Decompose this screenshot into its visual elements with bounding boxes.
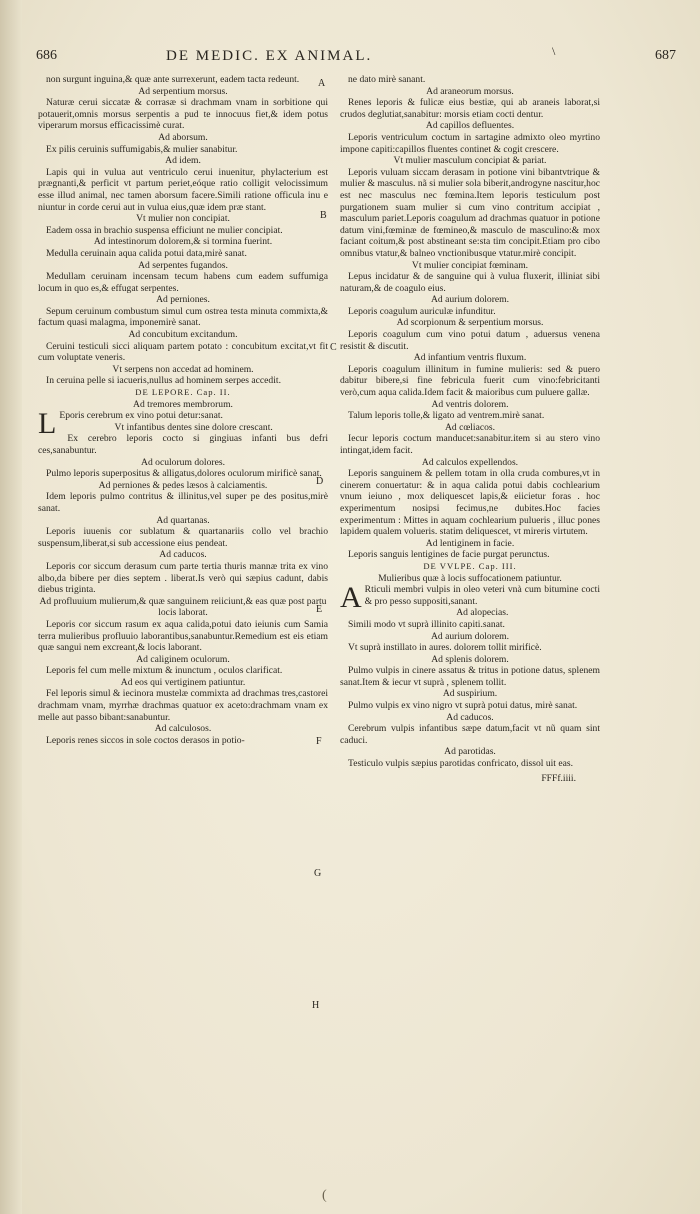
right-text-column	[340, 74, 600, 784]
left-text-column	[38, 74, 328, 746]
section-heading: Ad caducos.	[159, 549, 207, 561]
section-heading: Ad alopecias.	[456, 607, 509, 619]
section-heading: Ad suspirium.	[442, 688, 498, 700]
paragraph: Pulmo leporis superpositus & alligatus,dolores oculorum mirificè sanat.	[46, 468, 322, 480]
section-heading: Ad aurium dolorem.	[430, 294, 510, 306]
paragraph: Leporis cor siccum rasum ex aqua calida,potui dato ieiunis cum Samia terra mulieribus profluuio laborantibus,sanabuntur.Remedium est eis etiam quæ sangui nem excreant,& locis laborant.	[38, 618, 328, 654]
signature-mark: FFFf.iiii.	[541, 772, 576, 784]
paragraph: non surgunt inguina,& quæ ante surrexerunt, eadem tacta redeunt.	[46, 74, 300, 85]
chapter-heading: DE VVLPE. Cap. III.	[423, 560, 517, 571]
paragraph: Leporis coagulum auriculæ infunditur.	[348, 305, 496, 317]
section-heading: Ad profluuium mulierum,& quæ sanguinem reiiciunt,& eas quæ post partu locis laborat.	[39, 595, 327, 619]
paragraph: Medulla ceruinain aqua calida potui data,mirè sanat.	[46, 247, 247, 259]
section-heading: Ad infantium ventris fluxum.	[413, 352, 527, 364]
page-number-right: 687	[655, 48, 676, 63]
paragraph: Pulmo vulpis ex vino nigro vt suprà potui datus, mirè sanat.	[348, 700, 578, 712]
section-heading: Ad splenis dolorem.	[431, 653, 509, 665]
section-heading: Ad perniones & pedes læsos à calciamentis.	[98, 479, 268, 491]
section-heading: Ad caliginem oculorum.	[136, 653, 230, 665]
paragraph: Leporis sanguinem & pellem totam in olla cruda combures,vt in cinerem conuertatur: & in aqua calida potui dabis cochlearium vnum ieiuno , mox deliquescet lapis,& eiicietur foras . hoc experimentum nosipsi fecimus,ne dubites.Hoc facies experimentum : Mittes in aquam cochlearium pulueris , illuc pones lapidem qualem volueris. statim deliquescet, vt mireris virtutem.	[340, 468, 600, 538]
section-heading: Vt serpens non accedat ad hominem.	[112, 363, 254, 375]
margin-letter-c: C	[330, 342, 337, 353]
section-heading: Ad cœliacos.	[444, 421, 496, 433]
paragraph: Lapis qui in vulua aut ventriculo cerui inuenitur, phylacterium est prægnanti,& perficit vt partum periet,eóque ratio colligit velocissimum esse illud animal, nec tamen aborsum facere.Simili ratione officula inu e niuntur in corde cerui aut in vulua eius,quæ idem præ stant.	[38, 166, 328, 213]
paragraph: Talum leporis tolle,& ligato ad ventrem.mirè sanat.	[348, 410, 545, 422]
header-tick-mark: \	[552, 44, 556, 58]
section-heading: Ad tremores membrorum.	[133, 398, 233, 410]
paragraph: Leporis coagulum cum vino potui datum , aduersus venena resistit & discutit.	[340, 329, 600, 352]
paragraph: Ex pilis ceruinis suffumigabis,& mulier sanabitur.	[46, 143, 238, 155]
paragraph: Leporis fel cum melle mixtum & inunctum , oculos clarificat.	[46, 665, 283, 677]
paragraph: Pulmo vulpis in cinere assatus & tritus in potione datus, splenem sanat.Item & iecur vt suprà , splenem tollit.	[340, 665, 600, 688]
section-heading: Ad aurium dolorem.	[430, 630, 510, 642]
paragraph: Ex cerebro leporis cocto si gingiuas infanti bus defri ces,sanabuntur.	[38, 433, 328, 456]
page-number-left: 686	[36, 48, 57, 63]
section-heading: Ad calculos expellendos.	[421, 456, 519, 468]
section-heading: Vt mulier masculum concipiat & pariat.	[393, 155, 547, 167]
section-heading: Ad serpentium morsus.	[138, 85, 228, 97]
section-heading: Ad capillos defluentes.	[425, 120, 515, 132]
paragraph-text: Rticuli membri vulpis in oleo veteri vnà cum bitumine cocti & pro pesso suppositi,sanant.	[364, 584, 600, 607]
paragraph: Leporis cor siccum derasum cum parte tertia thuris mannæ trita ex vino albo,da bibere per dies septem . liberat.Is verò qui sæpius cadunt, dabis diebus triginta.	[38, 560, 328, 596]
paragraph: Leporis coagulum illinitum in fumine mulieris: sed & puero dabitur bibere,si fine febricula fuerit cum vino:febricitanti verò,cum aqua calida.Idem facit & maioribus cum puluere gallæ.	[340, 363, 600, 399]
paragraph: Medullam ceruinam incensam tecum habens cum eadem suffumiga locum in quo es,& effugat serpentes.	[38, 271, 328, 294]
paragraph: Testiculo vulpis sæpius parotidas confricato, dissol uit eas.	[348, 758, 574, 770]
section-heading: Ad caducos.	[446, 711, 494, 723]
paragraph: Simili modo vt suprà illinito capiti.sanat.	[348, 618, 505, 630]
section-heading: Ad scorpionum & serpentium morsus.	[396, 317, 544, 329]
section-heading: Ad oculorum dolores.	[141, 456, 225, 468]
running-title: DE MEDIC. EX ANIMAL.	[166, 48, 373, 64]
section-heading: Ad parotidas.	[444, 746, 496, 758]
section-heading: Ad quartanas.	[156, 514, 210, 526]
section-heading: Ad lentiginem in facie.	[425, 537, 515, 549]
paragraph: Fel leporis simul & iecinora mustelæ commixta ad drachmas tres,castorei drachmam vnam, myrrhæ drachmas quatuor ex aceto:drachmam vnam ex melle aut passo bibant:sanabuntur.	[38, 688, 328, 723]
paragraph: Leporis ventriculum coctum in sartagine admixto oleo myrtino impone capiti:capillos fluentes continet & cogit crescere.	[340, 131, 600, 155]
section-heading: Vt mulier non concipiat.	[136, 213, 230, 225]
paragraph: Leporis vuluam siccam derasam in potione vini bibantvtrique & mulier & masculus. nã si mulier sola biberit,androgyne nascitur,hoc est nec masculus nec fœmina.Item leporis testiculum post purgationem suam mulier si cum vino contritum accipiat , masculum pariet.Leporis coagulum ad drachmas quatuor in potione datum vini,fœminæ de fœmineo,& masculo de masculino:& mox faciant coitum,& post abstineant se:sta tim concipit.Etiam pro cibo omnibus vtatur,& balneo vnctionibusque vtatur.mirè concipit.	[340, 166, 600, 259]
paragraph: Cerebrum vulpis infantibus sæpe datum,facit vt nũ quam sint caduci.	[340, 723, 600, 746]
section-heading: Ad eos qui vertiginem patiuntur.	[120, 676, 246, 688]
chapter-heading: DE LEPORE. Cap. II.	[135, 387, 231, 398]
drop-cap-letter: A	[340, 581, 362, 615]
section-heading: Ad aborsum.	[158, 131, 208, 143]
paragraph: Renes leporis & fulicæ eius bestiæ, qui ab araneis laborat,si crudos deglutiat,sanabitur: morsis etiam cocti dentur.	[340, 97, 600, 120]
paragraph: Leporis sanguis lentigines de facie purgat perunctus.	[348, 549, 550, 561]
paragraph: Iecur leporis coctum manducet:sanabitur.item si au stero vino intingat,idem facit.	[340, 433, 600, 456]
section-heading: Vt mulier concipiat fœminam.	[411, 259, 529, 271]
margin-letter-e: E	[316, 604, 323, 615]
section-heading: Mulieribus quæ à locis suffocationem patiuntur.	[378, 572, 562, 584]
section-heading: Ad calculosos.	[154, 723, 212, 735]
paragraph-text: Eporis cerebrum ex vino potui detur:sanat.	[59, 410, 223, 422]
margin-letter-h: H	[312, 1000, 320, 1011]
drop-cap-letter: L	[38, 407, 57, 441]
running-header	[36, 44, 676, 72]
paragraph: In ceruina pelle si iacueris,nullus ad hominem serpes accedit.	[46, 375, 281, 387]
paragraph: Leporis renes siccos in sole coctos derasos in potio-	[46, 734, 245, 746]
margin-letter-g: G	[314, 868, 322, 879]
section-heading: Ad araneorum morsus.	[426, 85, 514, 97]
page-fragment-mark: (	[322, 1188, 327, 1203]
paragraph: Ceruini testiculi sicci aliquam partem potato : concubitum excitat,vt fit cum voluptate veneris.	[38, 340, 328, 364]
paragraph: Vt suprà instillato in aures. dolorem tollit mirificè.	[348, 642, 542, 654]
page-gutter-shadow	[0, 0, 22, 1214]
margin-letter-b: B	[320, 210, 327, 221]
margin-letter-a: A	[318, 78, 326, 89]
section-heading: Ad concubitum excitandum.	[128, 329, 238, 341]
margin-letter-d: D	[316, 476, 324, 487]
section-heading: Ad ventris dolorem.	[431, 398, 509, 410]
section-heading: Vt infantibus dentes sine dolore crescant.	[114, 421, 273, 433]
section-heading: Ad perniones.	[156, 294, 210, 306]
section-heading: Ad intestinorum dolorem,& si tormina fuerint.	[93, 236, 273, 248]
paragraph: Leporis iuuenis cor sublatum & quartanariis collo vel brachio suspensum,liberat,si sub accessione eius pendeat.	[38, 526, 328, 549]
section-heading: Ad serpentes fugandos.	[138, 259, 228, 271]
margin-letter-f: F	[316, 736, 322, 747]
paragraph: Idem leporis pulmo contritus & illinitus,vel super pe des positus,mirè sanat.	[38, 491, 328, 514]
paragraph: Eadem ossa in brachio suspensa efficiunt ne mulier concipiat.	[46, 224, 283, 236]
section-heading: Ad idem.	[165, 155, 201, 167]
paragraph: Naturæ cerui siccatæ & corrasæ si drachmam vnam in sorbitione qui potauerit,omnis morsus serpentis a pud te innocuus fiet,& idem potus viperarum morsus efficacissimè curat.	[38, 97, 328, 132]
paragraph: Sepum ceruinum combustum simul cum ostrea testa minuta commixta,& factum quasi malagma, imponemirè sanat.	[38, 305, 328, 329]
paragraph: Lepus incidatur & de sanguine qui à vulua fluxerit, illiniat sibi naturam,& de coagulo eius.	[340, 271, 600, 294]
paragraph: ne dato mirè sanant.	[348, 74, 426, 85]
